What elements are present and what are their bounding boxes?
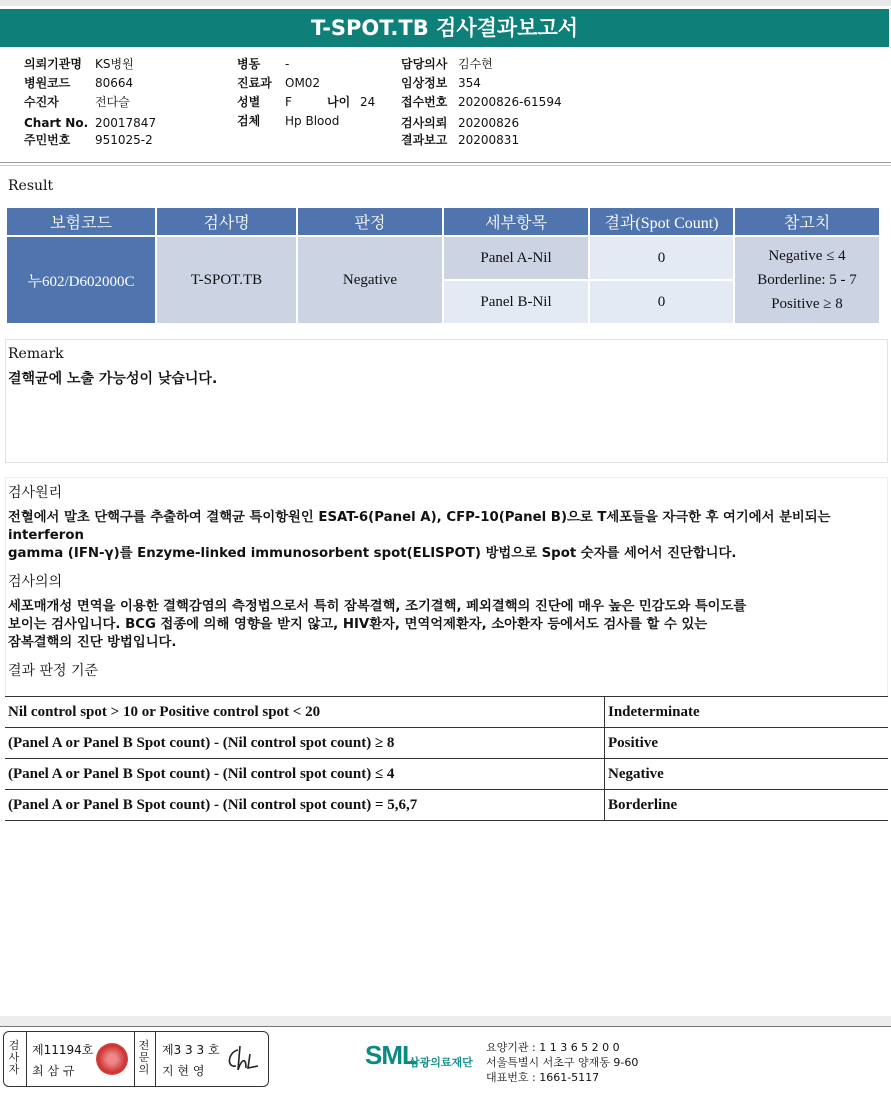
org-address: 서울특별시 서초구 양재동 9-60: [486, 1056, 639, 1069]
info-department: 진료과 OM02: [237, 76, 321, 90]
info-patient: 수진자 전다슬: [24, 95, 130, 109]
info-resident-no: 주민번호 951025-2: [24, 133, 153, 147]
criteria-result: Borderline: [605, 790, 889, 821]
criteria-condition: Nil control spot > 10 or Positive control spot < 20: [5, 697, 605, 728]
significance-label: 검사의의: [8, 574, 63, 590]
header-judgement: 판정: [298, 208, 442, 235]
specialist-number: 제3 3 3 호: [162, 1043, 220, 1057]
reference-positive: Positive ≥ 8: [771, 296, 843, 312]
header-reference: 참고치: [735, 208, 879, 235]
table-row: [5, 697, 888, 728]
criteria-condition: (Panel A or Panel B Spot count) - (Nil control spot count) = 5,6,7: [5, 790, 605, 821]
info-sex: 성별 F: [237, 95, 292, 109]
test-name-cell: T-SPOT.TB: [157, 237, 296, 323]
result-header-row: [7, 208, 879, 235]
table-row: [5, 728, 888, 759]
result-label: Result: [8, 178, 54, 194]
info-request-date: 검사의뢰 20200826: [401, 116, 520, 130]
principle-line: interferon: [8, 528, 84, 543]
info-doctor: 담당의사 김수현: [401, 57, 493, 71]
info-specimen: 검체 Hp Blood: [237, 114, 340, 128]
info-clinical: 임상정보 354: [401, 76, 481, 90]
criteria-condition: (Panel A or Panel B Spot count) - (Nil control spot count) ≤ 4: [5, 759, 605, 790]
divider: [155, 1032, 156, 1086]
judgement-cell: Negative: [298, 237, 442, 323]
significance-line: 잠복결핵의 진단 방법입니다.: [8, 635, 177, 650]
spot-count-cell: 0: [590, 281, 733, 323]
seal-stamp: [96, 1043, 128, 1075]
criteria-result: Indeterminate: [605, 697, 889, 728]
table-row: [5, 759, 888, 790]
info-report-date: 결과보고 20200831: [401, 133, 520, 147]
divider: [0, 162, 891, 163]
detail-item-cell: Panel B-Nil: [444, 281, 588, 323]
principle-line: 전혈에서 말초 단핵구를 추출하여 결핵균 특이항원인 ESAT-6(Panel A), CFP-10(Panel B)으로 T세포들을 자극한 후 여기에서 분비되는: [8, 510, 831, 525]
specialist-name: 지 현 영: [162, 1064, 205, 1078]
header-test-name: 검사명: [157, 208, 296, 235]
info-receipt-no: 접수번호 20200826-61594: [401, 95, 562, 109]
significance-line: 세포매개성 면역을 이용한 결핵감염의 측정법으로서 특히 잠복결핵, 조기결핵, 페외결핵의 진단에 매우 높은 민감도와 특이도를: [8, 599, 747, 614]
criteria-label: 결과 판정 기준: [8, 663, 99, 679]
principle-line: gamma (IFN-γ)를 Enzyme-linked immunosorbent spot(ELISPOT) 방법으로 Spot 숫자를 세어서 진단합니다.: [8, 546, 737, 561]
reference-cell: [735, 237, 879, 323]
table-row: [7, 237, 879, 279]
examiner-name: 최 삼 규: [32, 1064, 75, 1078]
info-hospital-code: 병원코드 80664: [24, 76, 134, 90]
insurance-code-cell: 누602/D602000C: [7, 237, 155, 323]
divider: [0, 165, 891, 166]
remark-label: Remark: [8, 346, 64, 362]
header-insurance-code: 보험코드: [7, 208, 155, 235]
result-table: [5, 206, 881, 325]
specialist-label: 전 문 의: [138, 1039, 150, 1076]
report-title: T-SPOT.TB 검사결과보고서: [0, 9, 889, 47]
remark-text: 결핵균에 노출 가능성이 낮습니다.: [8, 371, 218, 387]
care-code: 요양기관 : 1 1 3 6 5 2 0 0: [486, 1041, 620, 1054]
reference-borderline: Borderline: 5 - 7: [757, 272, 857, 288]
divider: [0, 1026, 891, 1027]
detail-item-cell: Panel A-Nil: [444, 237, 588, 279]
spot-count-cell: 0: [590, 237, 733, 279]
footer-strip: [0, 1016, 891, 1026]
info-age: 나이 24: [327, 95, 376, 109]
info-hospital: 의뢰기관명 KS병원: [24, 57, 134, 71]
header-detail-item: 세부항목: [444, 208, 588, 235]
sml-logo-icon: SML: [365, 1040, 417, 1070]
examiner-label: 검 사 자: [8, 1039, 20, 1076]
remark-box: [5, 339, 888, 463]
criteria-condition: (Panel A or Panel B Spot count) - (Nil control spot count) ≥ 8: [5, 728, 605, 759]
signature-box: [3, 1031, 269, 1087]
criteria-table: [5, 696, 888, 821]
top-strip: [0, 0, 891, 6]
divider: [134, 1032, 135, 1086]
header-spot-count: 결과(Spot Count): [590, 208, 733, 235]
criteria-result: Negative: [605, 759, 889, 790]
org-name: 삼광의료재단: [409, 1056, 473, 1069]
divider: [26, 1032, 27, 1086]
signature-icon: [224, 1044, 262, 1074]
criteria-result: Positive: [605, 728, 889, 759]
org-phone: 대표번호 : 1661-5117: [486, 1071, 600, 1084]
examiner-number: 제11194호: [32, 1043, 94, 1057]
info-ward: 병동 -: [237, 57, 290, 71]
significance-line: 보이는 검사입니다. BCG 접종에 의해 영향을 받지 않고, HIV환자, 면역억제환자, 소아환자 등에서도 검사를 할 수 있는: [8, 617, 708, 632]
reference-negative: Negative ≤ 4: [768, 248, 846, 264]
principle-label: 검사원리: [8, 485, 63, 501]
info-chart-no: Chart No. 20017847: [24, 116, 157, 130]
table-row: [5, 790, 888, 821]
